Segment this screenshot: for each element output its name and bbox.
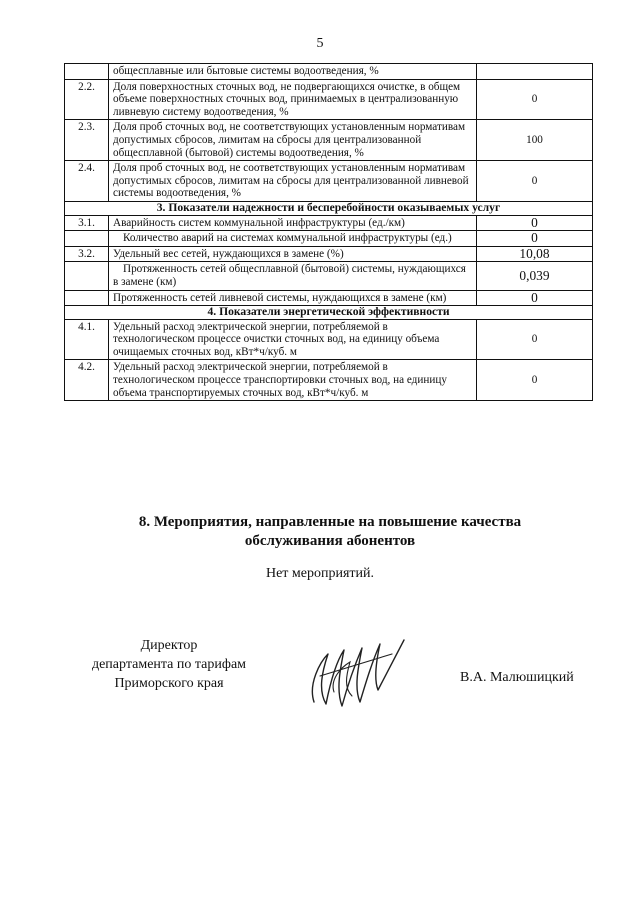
indicator-name: Доля проб сточных вод, не соответствующих установленным нормативам допустимых сбросов, лимитам на сбросы для централизованной общесплавной (бытовой) системы водоотведения, % xyxy=(109,120,477,161)
indicator-value: 0 xyxy=(477,231,593,247)
indicator-name: Удельный расход электрической энергии, потребляемой в технологическом процессе очистки сточных вод, на единицу объема очищаемых сточных вод, кВт*ч/куб. м xyxy=(109,319,477,360)
measures-heading-line2: обслуживания абонентов xyxy=(244,533,416,549)
table-row xyxy=(65,161,593,202)
signer-line3: Приморского края xyxy=(114,676,224,691)
indicator-name: Удельный вес сетей, нуждающихся в замене (%) xyxy=(109,246,477,262)
table-row xyxy=(65,319,593,360)
indicator-name: Количество аварий на системах коммунальной инфраструктуры (ед.) xyxy=(109,231,477,247)
table-row xyxy=(65,262,593,290)
table-row xyxy=(65,64,593,80)
row-number: 3.2. xyxy=(65,246,109,262)
indicator-name: Удельный расход электрической энергии, потребляемой в технологическом процессе транспортировки сточных вод, на единицу объема транспортируемых сточных вод, кВт*ч/куб. м xyxy=(109,360,477,401)
indicator-value xyxy=(477,64,593,80)
table-row xyxy=(65,290,593,306)
section-title: 3. Показатели надежности и бесперебойности оказываемых услуг xyxy=(65,201,593,215)
table-row xyxy=(65,215,593,231)
signer-name: В.А. Малюшицкий xyxy=(460,670,574,685)
table-row xyxy=(65,231,593,247)
table-row xyxy=(65,360,593,401)
row-number: 4.2. xyxy=(65,360,109,401)
indicator-value: 10,08 xyxy=(477,246,593,262)
indicator-value: 100 xyxy=(477,120,593,161)
row-number: 4.1. xyxy=(65,319,109,360)
indicator-value: 0 xyxy=(477,215,593,231)
indicator-name: Доля поверхностных сточных вод, не подвергающихся очистке, в общем объеме поверхностных сточных вод, принимаемых в централизованную ливневую систему водоотведения, % xyxy=(109,79,477,120)
row-number xyxy=(65,64,109,80)
indicator-name: Протяженность сетей ливневой системы, нуждающихся в замене (км) xyxy=(109,290,477,306)
indicator-value: 0 xyxy=(477,319,593,360)
measures-heading-line1: 8. Мероприятия, направленные на повышение качества xyxy=(138,514,522,530)
section-header-row xyxy=(65,201,593,215)
row-number: 2.3. xyxy=(65,120,109,161)
signer-line2: департамента по тарифам xyxy=(91,657,247,672)
indicator-value: 0 xyxy=(477,360,593,401)
indicator-name: общесплавные или бытовые системы водоотведения, % xyxy=(109,64,477,80)
measures-heading xyxy=(100,513,560,551)
section-header-row xyxy=(65,306,593,320)
page-number: 5 xyxy=(316,36,324,51)
row-number xyxy=(65,231,109,247)
signer-position xyxy=(54,636,284,693)
measures-text: Нет мероприятий. xyxy=(265,566,375,581)
indicator-value: 0 xyxy=(477,290,593,306)
signer-line1: Директор xyxy=(140,638,198,653)
section-title: 4. Показатели энергетической эффективности xyxy=(65,306,593,320)
table-row xyxy=(65,246,593,262)
row-number: 2.2. xyxy=(65,79,109,120)
indicator-name: Аварийность систем коммунальной инфраструктуры (ед./км) xyxy=(109,215,477,231)
indicators-table xyxy=(64,63,593,401)
row-number: 3.1. xyxy=(65,215,109,231)
indicator-name: Доля проб сточных вод, не соответствующих установленным нормативам допустимых сбросов, лимитам на сбросы для централизованной ливневой системы водоотведения, % xyxy=(109,161,477,202)
table-row xyxy=(65,120,593,161)
indicator-value: 0 xyxy=(477,161,593,202)
indicator-name: Протяженность сетей общесплавной (бытовой) системы, нуждающихся в замене (км) xyxy=(109,262,477,290)
table-row xyxy=(65,79,593,120)
row-number xyxy=(65,290,109,306)
row-number xyxy=(65,262,109,290)
indicator-value: 0,039 xyxy=(477,262,593,290)
row-number: 2.4. xyxy=(65,161,109,202)
handwritten-signature xyxy=(300,632,410,714)
indicator-value: 0 xyxy=(477,79,593,120)
